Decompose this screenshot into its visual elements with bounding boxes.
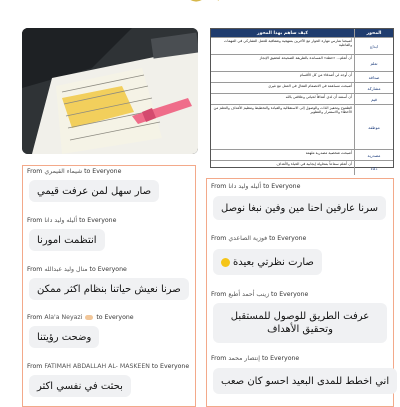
sender-name: منال وليد عبدالله [44,266,88,273]
chat-sender-line [27,217,116,224]
chat-message [27,363,189,370]
sender-name: زينب أحمد أطبع [228,291,270,298]
table-cell-axis: ابداع [370,43,378,49]
hand-emoji-icon [85,315,93,320]
from-label: From [27,217,43,224]
chat-bubble [213,249,322,275]
chat-sender-line [27,314,134,321]
chat-sender-line [211,235,306,242]
table-header-contribution: كيف ساهم بهذا المحور [211,29,355,37]
chat-message [27,266,127,273]
recipient-label: to Everyone [269,235,307,242]
recipient-label: to Everyone [96,314,134,321]
chat-sender-line [211,183,300,190]
from-label: From [211,291,227,298]
table-cell-axis: مصدرية [367,152,381,158]
from-label: From [27,314,43,321]
chat-bubble: عرفت الطريق للوصول للمستقبل وتحقيق الأهداف [213,303,387,343]
table-row [211,54,393,71]
chat-message [211,183,300,190]
sender-name: إنتصار محمد [228,355,260,362]
table-row [211,149,393,160]
from-label: From [27,168,43,175]
recipient-label: to Everyone [84,168,122,175]
table-cell-axis: موظفة [368,124,380,130]
table-row [211,93,393,104]
sender-name: شيماء القيمري [44,168,83,175]
from-label: From [211,183,227,190]
table-cell-axis: صداقة [368,74,380,80]
table-cell-content: أن أستمد أن لدي أهدافاً لحياتي وعلاقتي بالله [211,94,355,104]
table-row [211,82,393,93]
chat-bubble: سرنا عارفين احنا مين وفين نبغا نوصل [213,196,386,220]
table-cell-content: الطموح وتحفيز الذات والوصول إلى الاستقلالية والقيادة والتخطيط وتنظيم الأهداف والتعلم من الأخطاء والاستمرار والتطوير [211,105,355,149]
table-row [211,104,393,149]
chat-bubble: اني اخطط للمدى البعيد احسو كان صعب [213,368,397,394]
sender-name: Ala'a Neyazi [44,314,83,321]
recipient-label: to Everyone [79,217,117,224]
chat-message [27,217,116,224]
chat-bubble: صار سهل لمن عرفت قيمي [29,180,159,202]
table-cell-content: أن أتعلم سماعاً بمحاولة إيجابية في الحياة والأهداف [211,161,355,175]
recipient-label: to Everyone [271,291,309,298]
chat-panel-left [22,165,196,407]
table-row [211,71,393,82]
from-label: From [211,235,227,242]
table-cell-axis: قيم [371,96,377,102]
table-cell-axis: ذكاء [370,165,378,171]
chat-message [27,314,134,321]
table-cell-content: أصبحنا نمارس مهارة الحوار مع الآخرين بمنهجية وشفافية للعمل التشاركي في المهمات والفاعلية [211,38,355,54]
chat-bubble: وضحت رؤيتنا [29,326,99,348]
table-cell-content: أن أتعلم... «خطة» المساندة بالطريقة الصحيحة لتحقيق الإنجاز [211,55,355,71]
table-cell-content: أصبحت مساهمة في الانضمام الفعال في العمل مع غيري [211,83,355,93]
recipient-label: to Everyone [151,363,190,370]
chat-sender-line [211,291,308,298]
chat-message [211,235,306,242]
chat-sender-line [27,266,127,273]
table-cell-content: أن أوجد لي أصدقاء من كل الأقسام [211,72,355,82]
chat-sender-line [27,363,189,370]
chat-bubble-text: صارت نظرتي بعيدة [233,256,314,268]
from-label: From [27,266,43,273]
chat-bubble: انتظمت امورنا [29,229,105,251]
table-header-axis: المحور [355,29,393,37]
table-cell-axis: مشاركة [367,85,381,91]
sender-name: أليله وليد دانا [44,217,78,224]
document-table [210,28,394,171]
table-row [211,160,393,175]
chat-bubble: بحثت في نفسي اكثر [29,375,131,397]
chat-sender-line [27,168,121,175]
chat-panel-right [206,178,394,407]
sender-name: أليله وليد دانا [228,183,262,190]
table-row [211,37,393,54]
table-cell-axis: تعلم [370,60,378,66]
chat-message [211,291,308,298]
recipient-label: to Everyone [261,355,300,362]
from-label: From [27,363,43,370]
table-cell-content: أصبحت شخصية مصدرية ملهمة [211,150,355,160]
from-label: From [211,355,227,362]
chat-message [211,355,299,362]
face-emoji-icon [221,258,230,267]
notebook-photo [22,28,198,154]
chat-bubble: صرنا نعيش حياتنا بنظام اكثر ممكن [29,278,189,300]
chat-message [27,168,121,175]
chat-sender-line [211,355,299,362]
recipient-label: to Everyone [89,266,127,273]
sender-name: FATIMAH ABDALLAH AL- MASKEEN [44,363,150,370]
logo-icon [185,0,221,6]
recipient-label: to Everyone [263,183,301,190]
sender-name: فوزية الصاعدي [228,235,268,242]
